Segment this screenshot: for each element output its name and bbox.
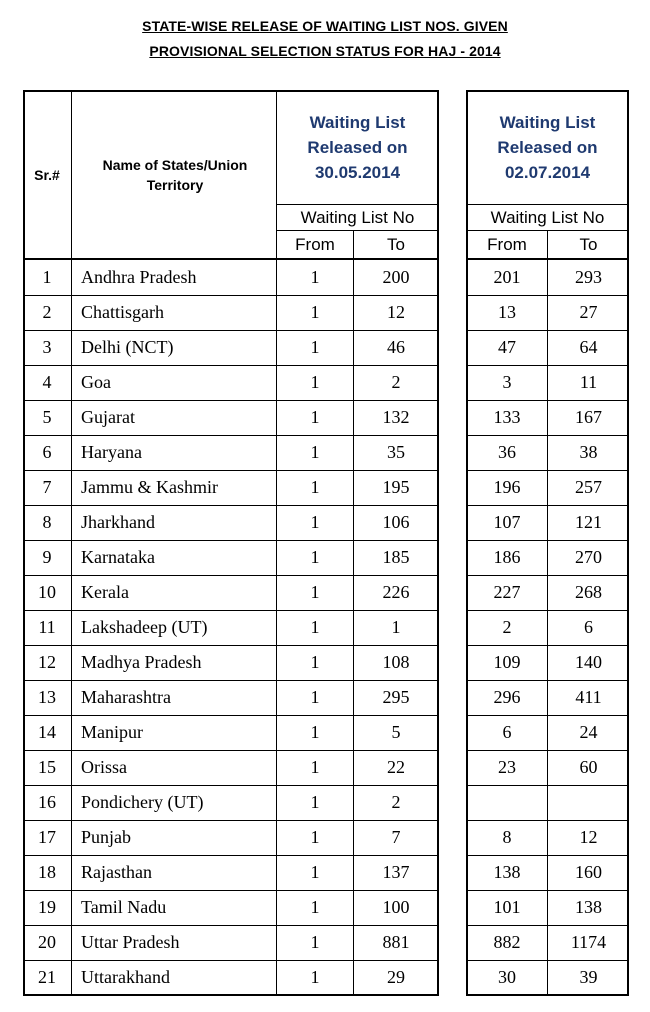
row-from-1: 1 — [310, 302, 320, 322]
row-from-1: 1 — [310, 267, 320, 287]
row-sr: 18 — [38, 862, 56, 882]
row-state-name: Lakshadeep (UT) — [81, 617, 208, 637]
row-to-1: 46 — [387, 337, 405, 357]
row-to-1: 226 — [382, 582, 410, 602]
release-1-line-1: Waiting List — [309, 113, 406, 132]
row-to-2: 11 — [579, 372, 598, 392]
sr-header: Sr.# — [34, 167, 60, 183]
row-state-name: Delhi (NCT) — [81, 337, 174, 357]
release-1-date: 30.05.2014 — [314, 163, 401, 182]
row-to-2: 39 — [579, 967, 598, 987]
row-state-name: Gujarat — [81, 407, 135, 427]
row-from-1: 1 — [310, 687, 320, 707]
release-2-date: 02.07.2014 — [504, 163, 591, 182]
row-from-1: 1 — [310, 547, 320, 567]
row-sr: 2 — [42, 302, 52, 322]
row-from-2: 13 — [498, 302, 516, 322]
row-to-1: 137 — [382, 862, 410, 882]
row-from-2: 186 — [493, 547, 521, 567]
row-from-2: 30 — [498, 967, 516, 987]
row-to-2: 6 — [584, 617, 593, 637]
row-to-2: 160 — [575, 862, 602, 882]
row-state-name: Haryana — [81, 442, 142, 462]
release-2-line-1: Waiting List — [499, 113, 596, 132]
row-to-1: 12 — [387, 302, 405, 322]
row-from-2: 2 — [502, 617, 512, 637]
row-to-1: 22 — [387, 757, 405, 777]
row-state-name: Goa — [81, 372, 111, 392]
row-sr: 13 — [38, 687, 56, 707]
row-sr: 9 — [42, 547, 52, 567]
row-to-2: 12 — [579, 827, 598, 847]
row-to-1: 108 — [382, 652, 410, 672]
row-sr: 3 — [42, 337, 52, 357]
row-sr: 5 — [42, 407, 52, 427]
row-to-1: 2 — [391, 792, 401, 812]
row-from-2: 101 — [493, 897, 521, 917]
row-state-name: Pondichery (UT) — [81, 792, 204, 812]
row-state-name: Rajasthan — [81, 862, 152, 882]
row-from-2: 109 — [493, 652, 521, 672]
row-from-1: 1 — [310, 407, 320, 427]
row-from-1: 1 — [310, 932, 320, 952]
row-from-1: 1 — [310, 372, 320, 392]
row-state-name: Karnataka — [81, 547, 155, 567]
row-state-name: Punjab — [81, 827, 132, 847]
row-sr: 6 — [42, 442, 52, 462]
row-to-1: 1 — [391, 617, 401, 637]
row-state-name: Orissa — [81, 757, 127, 777]
row-from-1: 1 — [310, 967, 320, 987]
row-to-1: 100 — [382, 897, 410, 917]
row-state-name: Andhra Pradesh — [81, 267, 197, 287]
row-to-2: 24 — [579, 722, 598, 742]
row-from-2: 201 — [493, 267, 521, 287]
row-sr: 21 — [38, 967, 56, 987]
row-from-2: 23 — [498, 757, 516, 777]
document-title-line-1: STATE-WISE RELEASE OF WAITING LIST NOS. GIVEN — [142, 18, 508, 34]
row-from-1: 1 — [310, 512, 320, 532]
row-sr: 20 — [38, 932, 56, 952]
row-sr: 15 — [38, 757, 56, 777]
row-from-1: 1 — [310, 897, 320, 917]
row-from-2: 107 — [493, 512, 521, 532]
row-state-name: Kerala — [81, 582, 129, 602]
row-from-1: 1 — [310, 862, 320, 882]
row-to-1: 881 — [382, 932, 410, 952]
row-sr: 14 — [38, 722, 56, 742]
row-to-2: 38 — [579, 442, 598, 462]
row-to-2: 138 — [575, 897, 602, 917]
row-from-2: 36 — [498, 442, 516, 462]
row-sr: 19 — [38, 897, 56, 917]
row-from-1: 1 — [310, 792, 320, 812]
row-from-1: 1 — [310, 477, 320, 497]
row-from-2: 6 — [502, 722, 512, 742]
row-from-1: 1 — [310, 722, 320, 742]
row-state-name: Uttar Pradesh — [81, 932, 180, 952]
row-state-name: Manipur — [81, 722, 143, 742]
row-from-1: 1 — [310, 617, 320, 637]
document-title-line-2: PROVISIONAL SELECTION STATUS FOR HAJ - 2014 — [149, 43, 501, 59]
row-from-2: 227 — [493, 582, 521, 602]
row-to-2: 60 — [579, 757, 598, 777]
row-to-2 — [548, 785, 629, 820]
row-from-2: 196 — [493, 477, 521, 497]
row-from-2 — [467, 785, 547, 820]
row-state-name: Madhya Pradesh — [81, 652, 202, 672]
waiting-list-no-header-1: Waiting List No — [300, 208, 415, 227]
row-from-2: 47 — [498, 337, 516, 357]
row-from-2: 8 — [502, 827, 512, 847]
row-to-1: 35 — [387, 442, 405, 462]
release-1-line-2: Released on — [307, 138, 408, 157]
row-to-2: 121 — [575, 512, 602, 532]
row-from-2: 296 — [493, 687, 521, 707]
row-from-2: 3 — [502, 372, 512, 392]
row-sr: 8 — [42, 512, 52, 532]
row-to-2: 167 — [575, 407, 602, 427]
row-to-2: 1174 — [570, 932, 607, 952]
row-from-2: 138 — [493, 862, 521, 882]
row-to-1: 185 — [382, 547, 410, 567]
row-to-1: 295 — [382, 687, 410, 707]
release-2-line-2: Released on — [497, 138, 598, 157]
row-from-1: 1 — [310, 582, 320, 602]
from-header-1: From — [295, 235, 335, 254]
row-from-1: 1 — [310, 337, 320, 357]
row-to-2: 27 — [579, 302, 598, 322]
row-state-name: Maharashtra — [81, 687, 171, 707]
row-to-2: 293 — [575, 267, 602, 287]
row-sr: 11 — [38, 617, 56, 637]
row-sr: 16 — [38, 792, 56, 812]
row-to-1: 132 — [382, 407, 410, 427]
row-state-name: Chattisgarh — [81, 302, 164, 322]
row-to-2: 140 — [575, 652, 602, 672]
row-state-name: Jammu & Kashmir — [81, 477, 218, 497]
row-from-2: 882 — [493, 932, 521, 952]
from-header-2: From — [487, 235, 527, 254]
waiting-list-no-header-2: Waiting List No — [490, 208, 605, 227]
row-sr: 4 — [42, 372, 52, 392]
row-sr: 17 — [38, 827, 56, 847]
row-from-1: 1 — [310, 827, 320, 847]
row-sr: 10 — [38, 582, 56, 602]
row-sr: 1 — [42, 267, 52, 287]
row-to-2: 411 — [575, 687, 602, 707]
row-from-1: 1 — [310, 757, 320, 777]
row-state-name: Jharkhand — [81, 512, 155, 532]
row-to-1: 5 — [391, 722, 401, 742]
row-sr: 12 — [38, 652, 56, 672]
row-from-2: 133 — [493, 407, 521, 427]
row-to-2: 270 — [575, 547, 602, 567]
row-to-1: 106 — [382, 512, 410, 532]
row-to-1: 2 — [391, 372, 401, 392]
row-to-1: 195 — [382, 477, 410, 497]
row-state-name: Tamil Nadu — [81, 897, 167, 917]
row-to-2: 64 — [579, 337, 598, 357]
row-state-name: Uttarakhand — [81, 967, 170, 987]
row-from-1: 1 — [310, 652, 320, 672]
row-from-1: 1 — [310, 442, 320, 462]
to-header-2: To — [579, 235, 598, 254]
state-name-header: Name of States/Union Territory — [102, 157, 248, 193]
row-sr: 7 — [42, 477, 52, 497]
row-to-2: 257 — [575, 477, 602, 497]
row-to-1: 7 — [391, 827, 401, 847]
row-to-2: 268 — [575, 582, 602, 602]
row-to-1: 200 — [382, 267, 410, 287]
row-to-1: 29 — [387, 967, 405, 987]
to-header-1: To — [387, 235, 405, 254]
